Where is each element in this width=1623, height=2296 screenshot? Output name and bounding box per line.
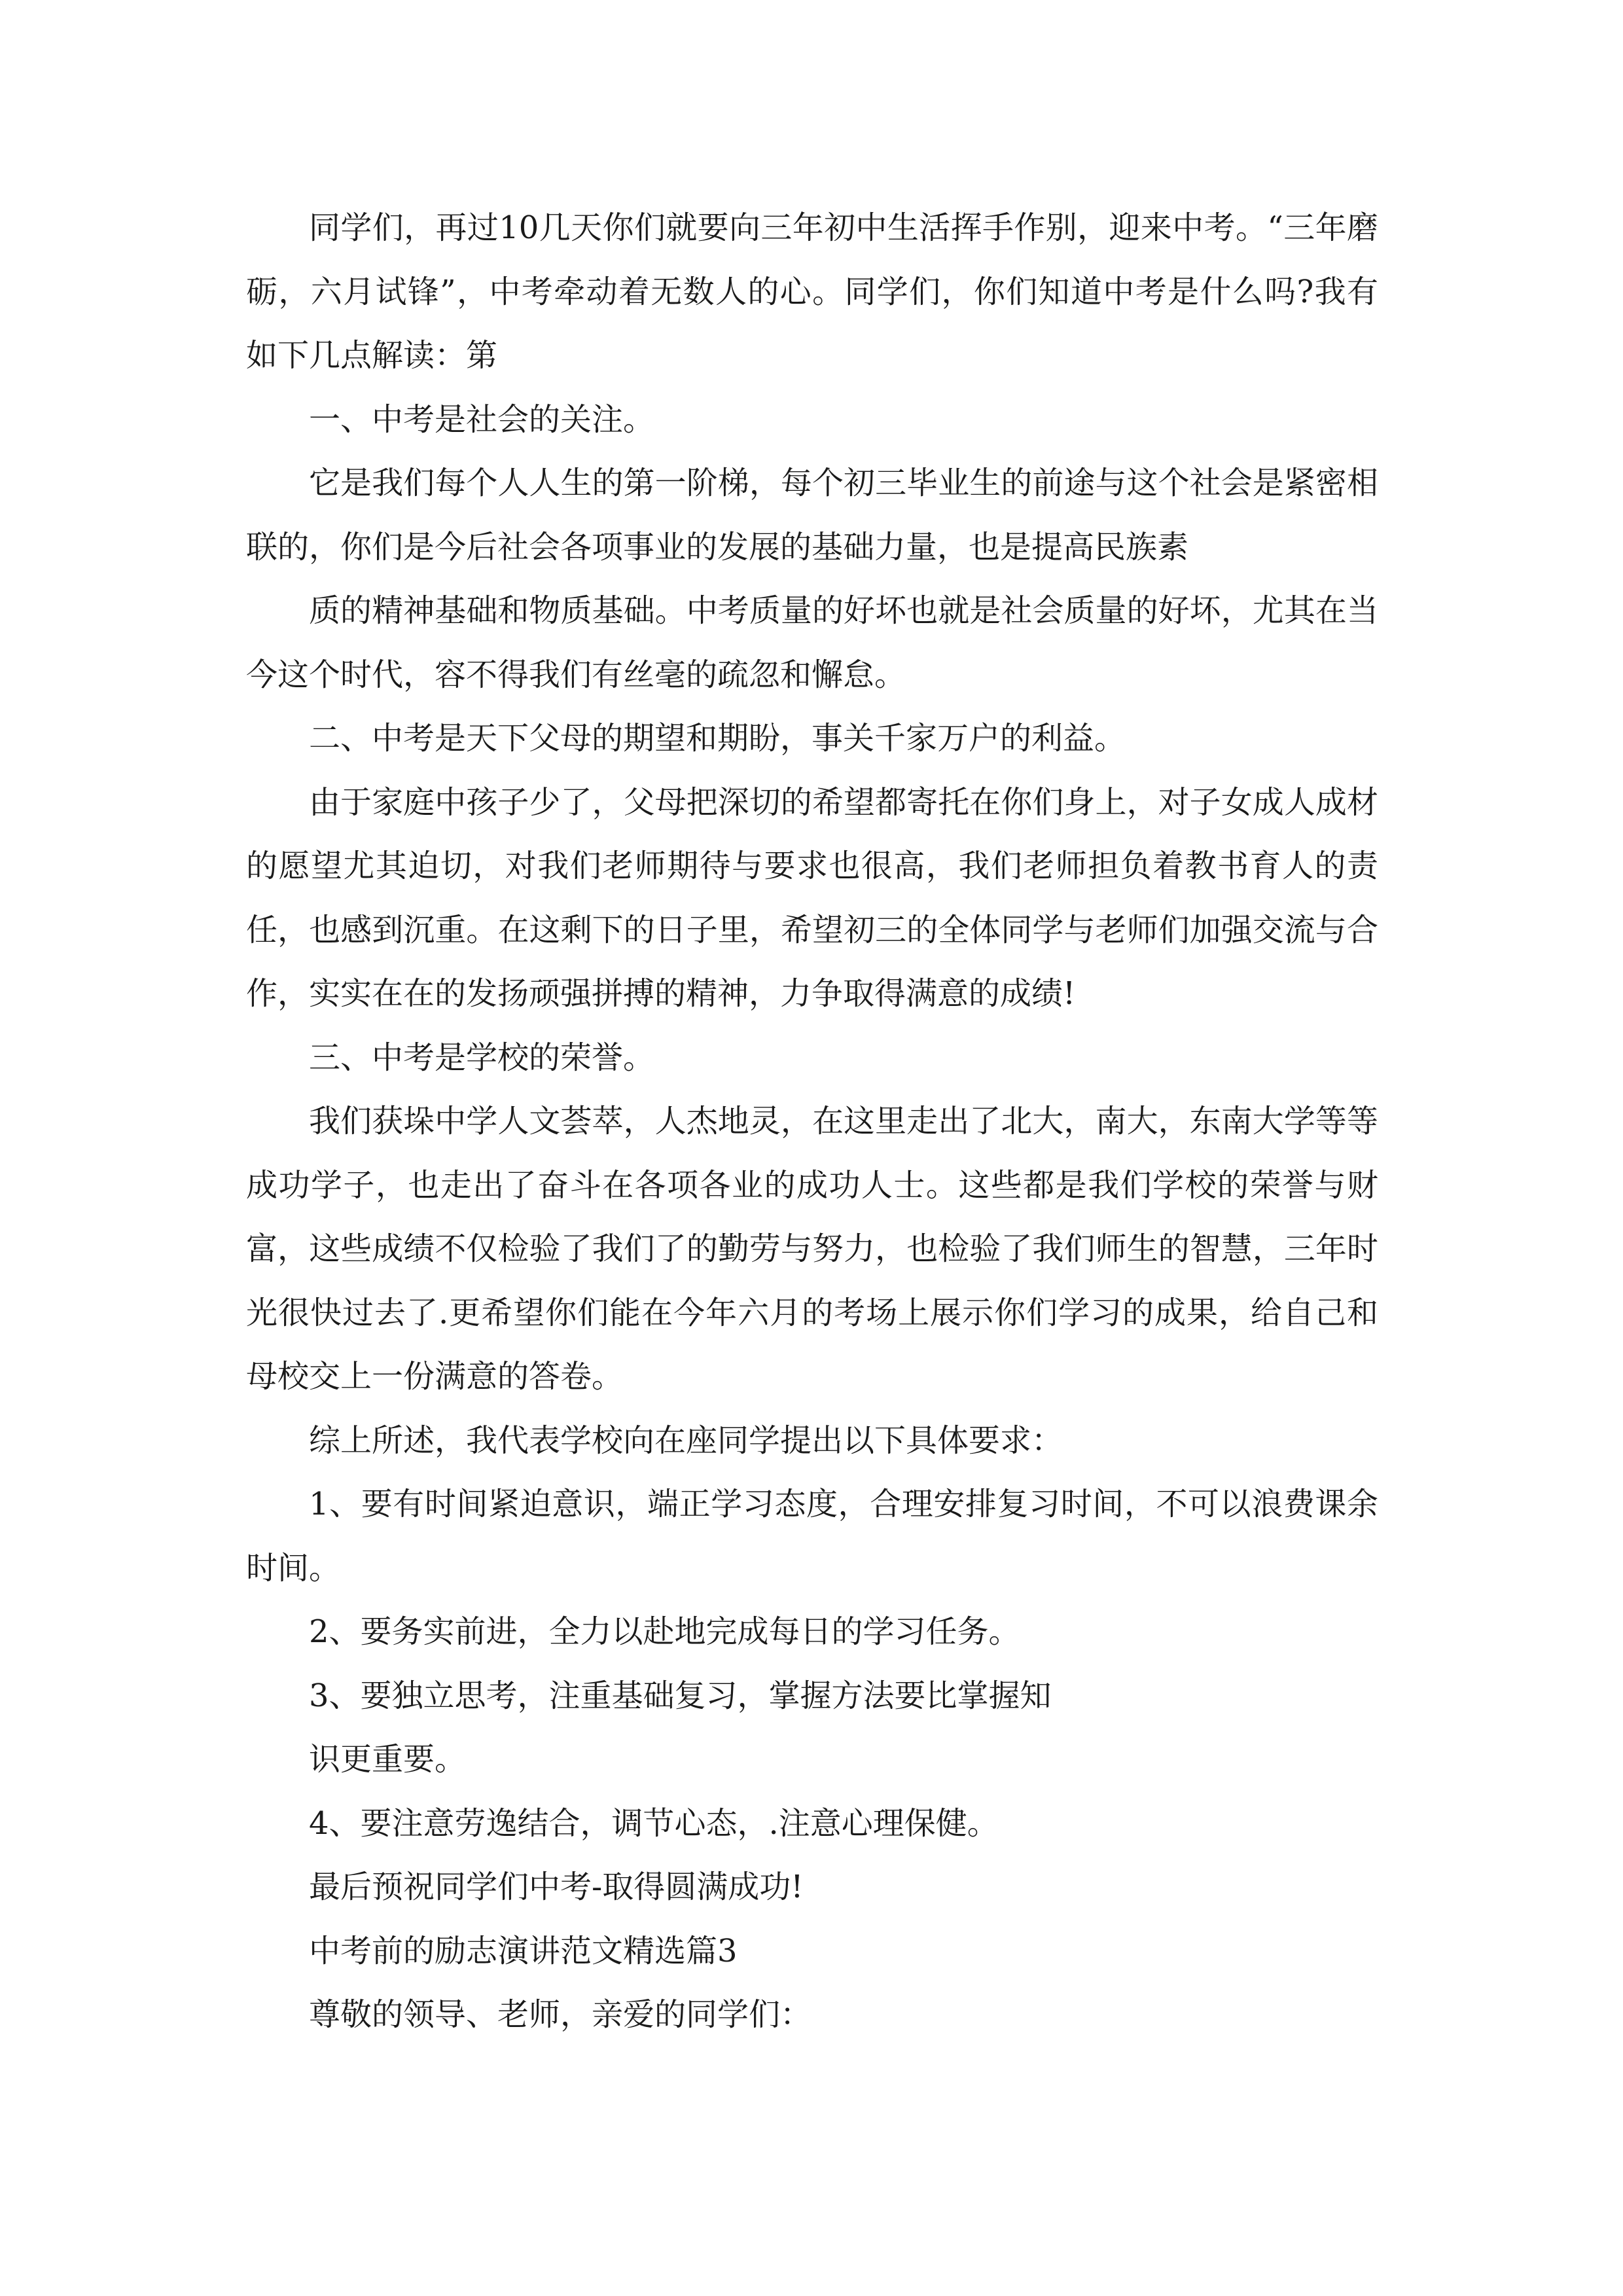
paragraph-point-one-a: 它是我们每个人人生的第一阶梯，每个初三毕业生的前途与这个社会是紧密相联的，你们是今后社会各项事业的发展的基础力量，也是提高民族素 [246,465,1378,565]
requirement-item-2: 2、要务实前进，全力以赴地完成每日的学习任务。 [309,1613,1020,1650]
heading-point-one: 一、中考是社会的关注。 [309,401,655,438]
paragraph-intro: 同学们，再过10几天你们就要向三年初中生活挥手作别，迎来中考。“三年磨砺，六月试锋”，中考牵动着无数人的心。同学们，你们知道中考是什么吗?我有如下几点解读：第 [246,209,1378,374]
salutation: 尊敬的领导、老师，亲爱的同学们： [309,1996,812,2033]
paragraph-point-one-b: 质的精神基础和物质基础。中考质量的好坏也就是社会质量的好坏，尤其在当今这个时代，容不得我们有丝毫的疏忽和懈怠。 [246,592,1378,693]
heading-point-two: 二、中考是天下父母的期望和期盼，事关千家万户的利益。 [309,720,1126,757]
requirement-item-1: 1、要有时间紧迫意识，端正学习态度，合理安排复习时间，不可以浪费课余时间。 [246,1486,1378,1587]
requirement-item-4: 4、要注意劳逸结合，调节心态，.注意心理保健。 [309,1804,999,1842]
section-title: 中考前的励志演讲范文精选篇3 [309,1932,738,1969]
requirement-item-3-continued: 识更重要。 [309,1741,467,1778]
closing-wish: 最后预祝同学们中考-取得圆满成功! [309,1869,804,1905]
paragraph-point-two: 由于家庭中孩子少了，父母把深切的希望都寄托在你们身上，对子女成人成材的愿望尤其迫切，对我们老师期待与要求也很高，我们老师担负着教书育人的责任，也感到沉重。在这剩下的日子里，希望初三的全体同学与老师们加强交流与合作，实实在在的发扬顽强拼搏的精神，力争取得满意的成绩! [246,783,1378,1012]
document-body [246,196,1378,2047]
paragraph-point-three: 我们获垛中学人文荟萃，人杰地灵，在这里走出了北大，南大，东南大学等等成功学子，也走出了奋斗在各项各业的成功人士。这些都是我们学校的荣誉与财富，这些成绩不仅检验了我们了的勤劳与努力，也检验了我们师生的智慧，三年时光很快过去了.更希望你们能在今年六月的考场上展示你们学习的成果，给自己和母校交上一份满意的答卷。 [246,1103,1378,1395]
requirement-item-3: 3、要独立思考，注重基础复习，掌握方法要比掌握知 [309,1677,1052,1714]
heading-point-three: 三、中考是学校的荣誉。 [309,1039,655,1076]
paragraph-summary: 综上所述，我代表学校向在座同学提出以下具体要求： [309,1422,1063,1459]
